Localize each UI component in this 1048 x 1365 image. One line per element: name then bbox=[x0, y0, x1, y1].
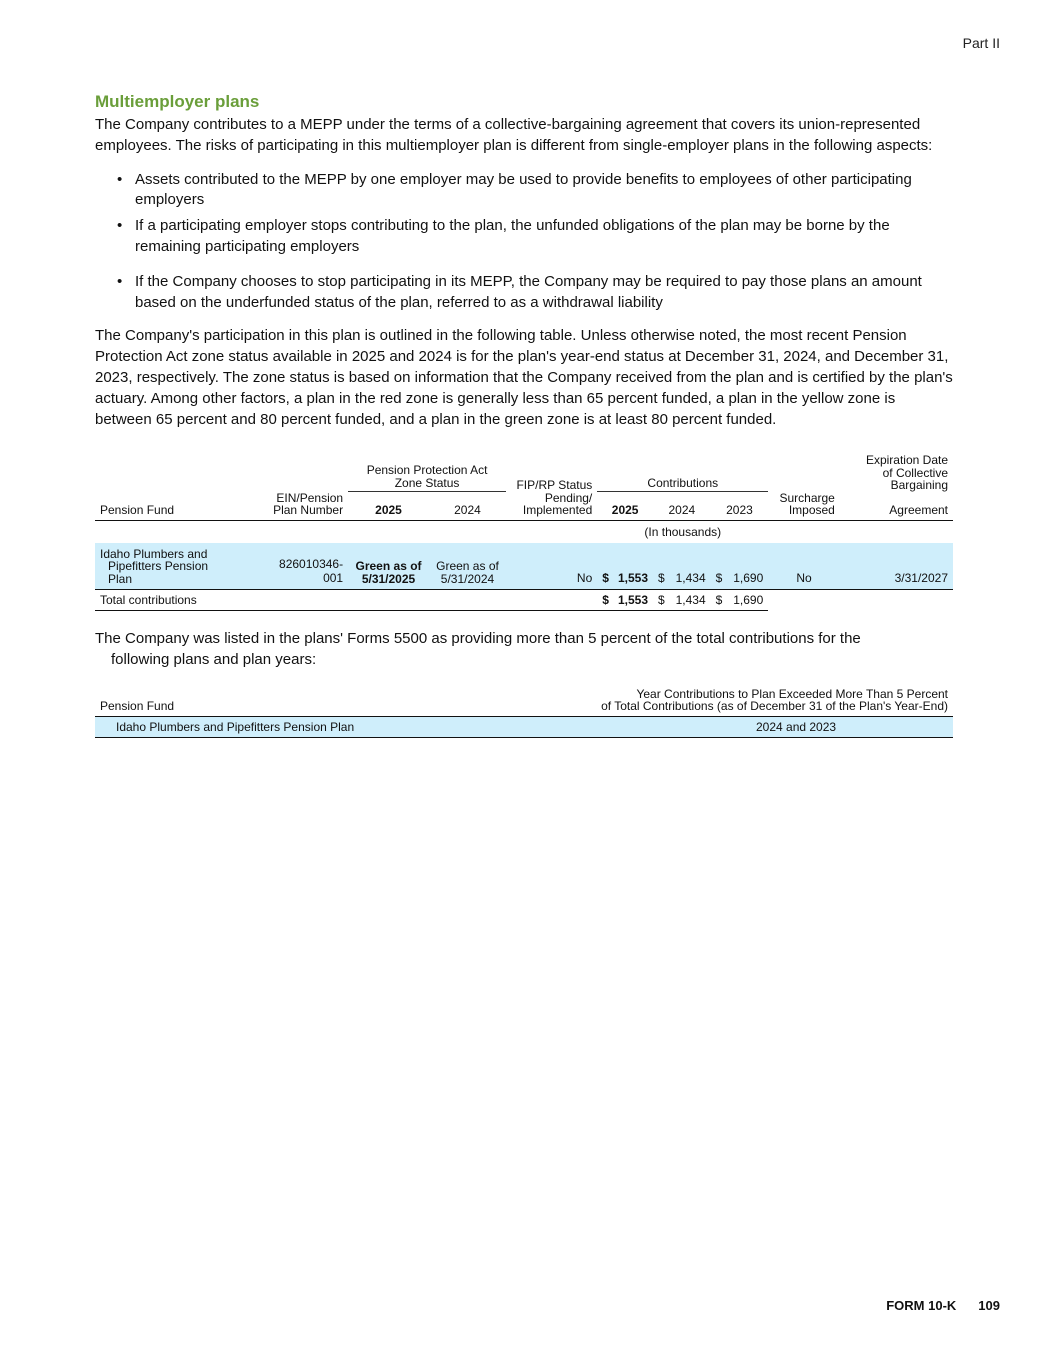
surcharge-header-line2: Imposed bbox=[788, 503, 835, 518]
intro-paragraph: The Company contributes to a MEPP under the terms of a collective-bargaining agreement that covers its union-represented employees. The risks of participating in this multiemployer plan is different from single-employer plans in the following aspects: bbox=[95, 116, 933, 154]
exp-header-line4: Agreement bbox=[840, 492, 953, 521]
fip-header-line2: Pending/ bbox=[544, 490, 593, 505]
units-label: (In thousands) bbox=[644, 524, 722, 539]
fip-value: No bbox=[506, 543, 597, 590]
currency-symbol: $ bbox=[597, 543, 613, 590]
expiration-value: 3/31/2027 bbox=[840, 543, 953, 590]
zone-2024-line2: 5/31/2024 bbox=[440, 571, 495, 586]
currency-symbol: $ bbox=[597, 590, 613, 611]
years-value: 2024 and 2023 bbox=[541, 716, 953, 737]
page-footer bbox=[886, 1298, 1000, 1313]
total-row bbox=[95, 590, 953, 611]
contrib-2025-value: 1,553 bbox=[613, 543, 653, 590]
contributions-header: Contributions bbox=[597, 454, 768, 492]
currency-symbol: $ bbox=[653, 543, 671, 590]
currency-symbol: $ bbox=[711, 590, 729, 611]
risk-bullet-1: • Assets contributed to the MEPP by one employer may be used to provide benefits to employees of other participating employers bbox=[135, 170, 953, 212]
ppa-2025-header: 2025 bbox=[348, 492, 429, 521]
forms-text-line2: following plans and plan years: bbox=[111, 651, 317, 669]
ein-value: 826010346-001 bbox=[264, 543, 348, 590]
contrib-2023-header: 2023 bbox=[711, 492, 769, 521]
risk-list bbox=[95, 170, 953, 314]
page-number: 109 bbox=[978, 1298, 1000, 1313]
ppa-2024-header: 2024 bbox=[429, 492, 506, 521]
zone-2025-line1: Green as of bbox=[355, 559, 422, 574]
zone-2025-line2: 5/31/2025 bbox=[361, 571, 416, 586]
contribution-years-table bbox=[95, 688, 953, 738]
zone-2024-line1: Green as of bbox=[436, 559, 499, 574]
table-row bbox=[95, 716, 953, 737]
forms-5500-paragraph bbox=[95, 629, 953, 671]
currency-symbol: $ bbox=[653, 590, 671, 611]
forms-text-line1: The Company was listed in the plans' Forms 5500 as providing more than 5 percent of the total contributions for the bbox=[95, 630, 861, 648]
pension-fund-header: Pension Fund bbox=[95, 492, 264, 521]
form-label: FORM 10-K bbox=[886, 1298, 957, 1313]
ppa-header-line1: Pension Protection Act bbox=[366, 463, 488, 478]
years-header-line1: Year Contributions to Plan Exceeded More Than 5 Percent bbox=[636, 686, 948, 701]
risk-bullet-2: • If a participating employer stops contributing to the plan, the unfunded obligations of the plan may be borne by the remaining participating employers bbox=[135, 216, 953, 258]
risk-bullet-3: • If the Company chooses to stop participating in its MEPP, the Company may be required to pay those plans an amount based on the underfunded status of the plan, referred to as a withdrawal liability bbox=[135, 272, 953, 314]
surcharge-header-line1: Surcharge bbox=[779, 490, 835, 505]
fund-name-line2: Pipefitters Pension bbox=[108, 559, 209, 574]
contrib-2025-header: 2025 bbox=[597, 492, 653, 521]
total-label: Total contributions bbox=[95, 590, 597, 611]
participation-paragraph: The Company's participation in this plan is outlined in the following table. Unless otherwise noted, the most recent Pension Protection Act zone status available in 2025 and 2024 is for the plan's year-end status at December 31, 2024, and December 31, 2023, respectively. The zone status is based on information that the Company received from the plan and is certified by the plan's actuary. Among other factors, a plan in the red zone is generally less than 65 percent funded, a plan in the yellow zone is between 65 percent and 80 percent funded, and a plan in the green zone is at least 80 percent funded. bbox=[95, 327, 953, 428]
ein-header-line2: Plan Number bbox=[273, 503, 344, 518]
currency-symbol: $ bbox=[711, 543, 729, 590]
total-2023-value: 1,690 bbox=[728, 590, 768, 611]
contrib-2024-header: 2024 bbox=[653, 492, 711, 521]
fund-name-line3: Plan bbox=[108, 571, 133, 586]
contrib-2023-value: 1,690 bbox=[728, 543, 768, 590]
ein-header-line1: EIN/Pension bbox=[276, 490, 344, 505]
pension-fund-header: Pension Fund bbox=[95, 688, 541, 717]
fund-name: Idaho Plumbers and Pipefitters Pension Plan bbox=[95, 716, 541, 737]
surcharge-value: No bbox=[768, 543, 840, 590]
pension-plan-table bbox=[95, 454, 953, 611]
fund-name-line1: Idaho Plumbers and bbox=[100, 546, 208, 561]
section-title: Multiemployer plans bbox=[95, 92, 260, 111]
total-2025-value: 1,553 bbox=[613, 590, 653, 611]
part-label: Part II bbox=[962, 35, 1000, 51]
total-2024-value: 1,434 bbox=[671, 590, 711, 611]
exp-header-line1: Expiration Date bbox=[865, 453, 948, 468]
ppa-header-line2: Zone Status bbox=[394, 475, 460, 490]
exp-header-line3: Bargaining bbox=[890, 478, 948, 493]
years-header-line2: of Total Contributions (as of December 31 of the Plan's Year-End) bbox=[601, 699, 948, 714]
page-content bbox=[95, 92, 953, 738]
fip-header-line1: FIP/RP Status bbox=[516, 478, 593, 493]
exp-header-line2: of Collective bbox=[882, 465, 948, 480]
contrib-2024-value: 1,434 bbox=[671, 543, 711, 590]
table-row bbox=[95, 543, 953, 590]
fip-header-line3: Implemented bbox=[522, 503, 593, 518]
